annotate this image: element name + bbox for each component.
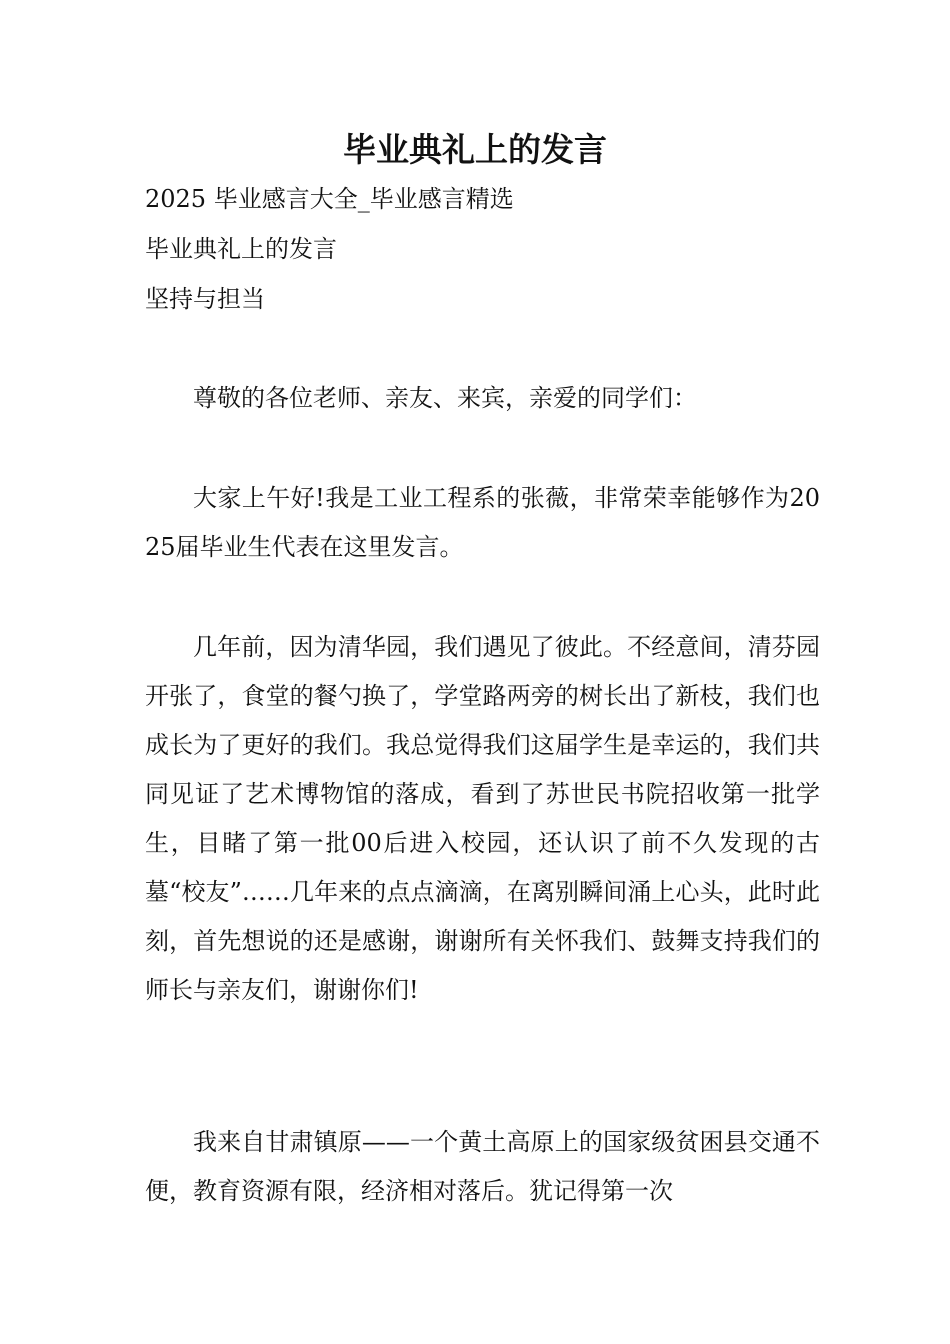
salutation-paragraph: 尊敬的各位老师、亲友、来宾，亲爱的同学们：	[193, 384, 697, 412]
document-title: 毕业典礼上的发言	[343, 130, 607, 169]
subtitle-line: 2025 毕业感言大全_毕业感言精选	[145, 185, 514, 213]
body-paragraph: 几年前，因为清华园，我们遇见了彼此。不经意间，清芬园开张了，食堂的餐勺换了，学堂路两旁的树长出了新枝，我们也成长为了更好的我们。我总觉得我们这届学生是幸运的，我们共同见证了艺术博物馆的落成，看到了苏世民书院招收第一批学生，目睹了第一批00后进入校园，还认识了前不久发现的古墓“校友”……几年来的点点滴滴，在离别瞬间涌上心头，此时此刻，首先想说的还是感谢，谢谢所有关怀我们、鼓舞支持我们的师长与亲友们，谢谢你们!	[145, 633, 820, 1004]
body-paragraph: 我来自甘肃镇原——一个黄土高原上的国家级贫困县交通不便，教育资源有限，经济相对落后。犹记得第一次	[145, 1128, 820, 1205]
subtitle-line: 坚持与担当	[145, 285, 265, 313]
body-paragraph: 大家上午好!我是工业工程系的张薇，非常荣幸能够作为2025届毕业生代表在这里发言。	[145, 484, 820, 561]
subtitle-line: 毕业典礼上的发言	[145, 235, 337, 263]
